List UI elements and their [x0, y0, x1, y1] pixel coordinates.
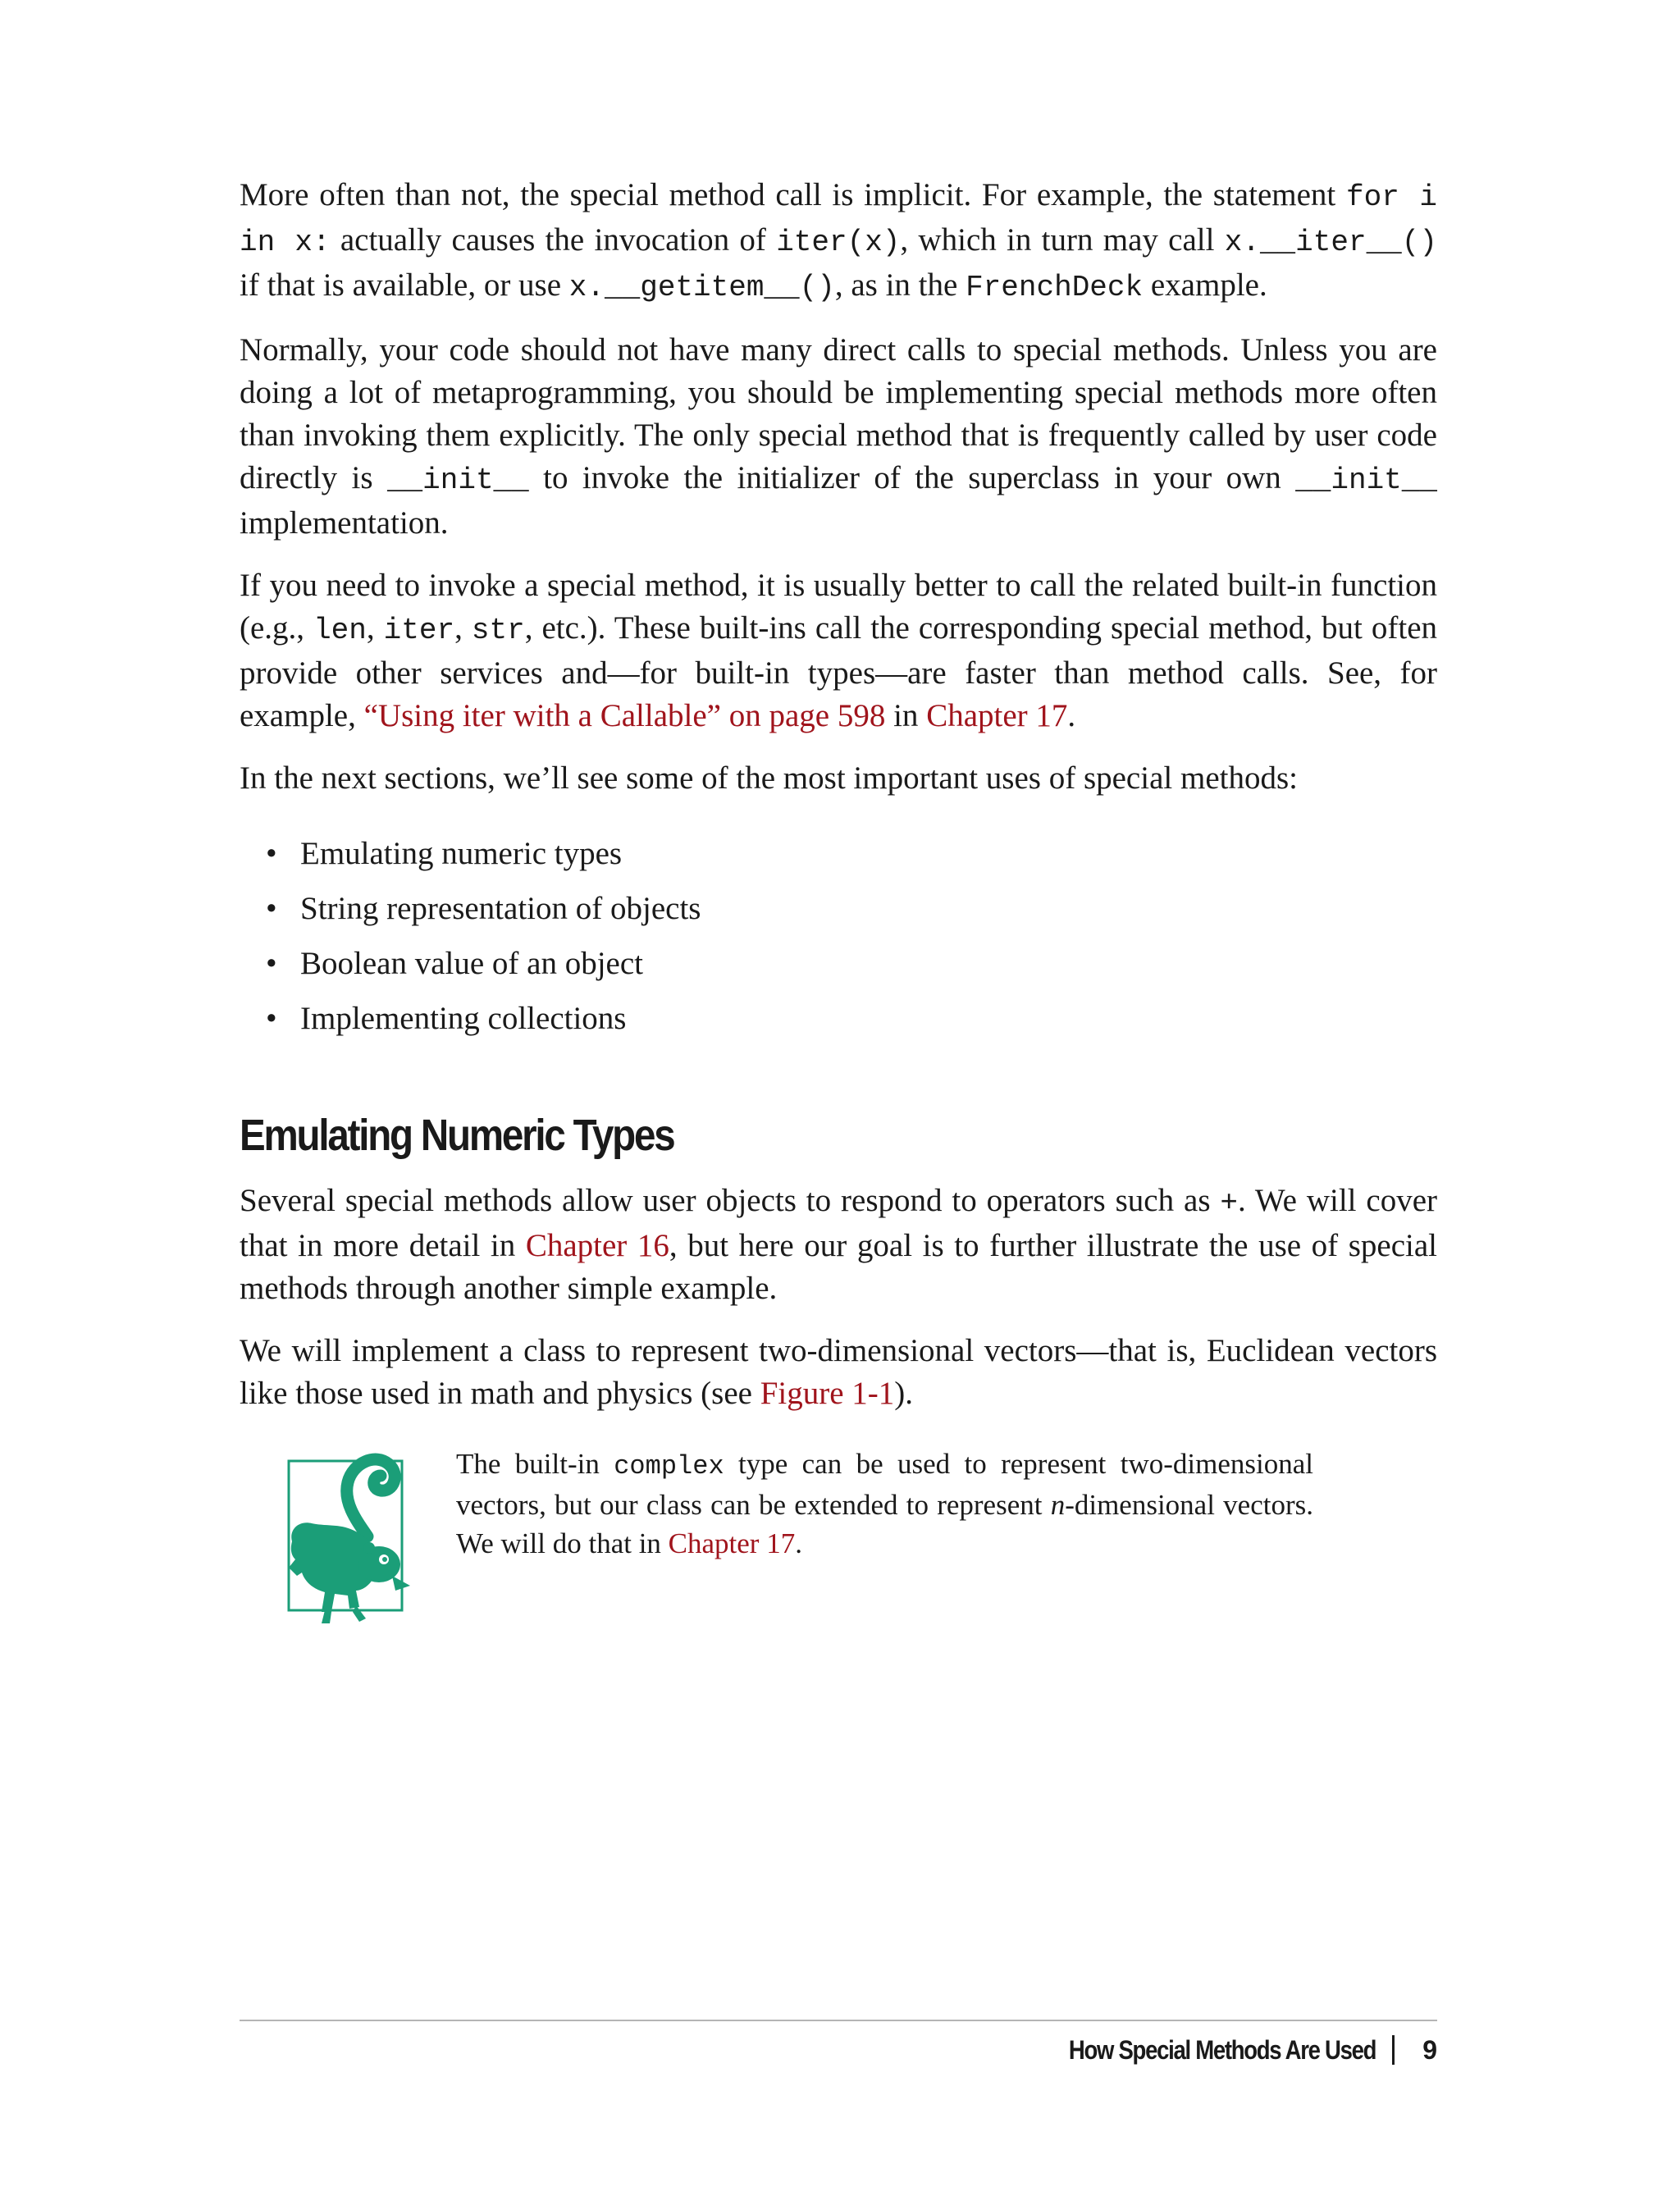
- list-item: [266, 888, 1437, 930]
- paragraph-direct-calls: [240, 329, 1437, 545]
- text-italic: n: [1050, 1489, 1066, 1521]
- text: , but here our goal is to further illustrate the use of special methods through another simple example.: [240, 1228, 1437, 1306]
- list-item-text: Implementing collections: [300, 1001, 627, 1036]
- page-footer: [1019, 2029, 1437, 2070]
- inline-code: str: [471, 614, 525, 647]
- bullet-icon: •: [266, 836, 277, 871]
- text: implementation.: [240, 505, 449, 541]
- tip-note-text: [456, 1445, 1313, 1563]
- text: , as in the: [834, 267, 966, 303]
- text: The built-in: [456, 1448, 614, 1480]
- link-chapter-17[interactable]: Chapter 17: [926, 698, 1068, 733]
- bullet-icon: •: [266, 946, 277, 981]
- list-item: [266, 943, 1437, 985]
- paragraph-operators: [240, 1180, 1437, 1310]
- text: We will implement a class to represent two-dimensional vectors—that is, Euclidean vectors like those used in math and physics (see: [240, 1333, 1437, 1411]
- page-content: [240, 174, 1437, 1641]
- link-using-iter-callable[interactable]: “Using iter with a Callable” on page 598: [363, 698, 886, 733]
- bullet-icon: •: [266, 1001, 277, 1036]
- inline-code: len: [313, 614, 367, 647]
- paragraph-next-sections: In the next sections, we’ll see some of the most important uses of special methods:: [240, 760, 1298, 796]
- paragraph-vectors: [240, 1330, 1437, 1415]
- text: ,: [454, 610, 472, 646]
- inline-code: for i in x:: [240, 180, 1437, 259]
- inline-code: iter: [383, 614, 455, 647]
- inline-code: x.__iter__(): [1224, 226, 1437, 259]
- inline-code: FrenchDeck: [966, 271, 1144, 304]
- paragraph-implicit-calls: [240, 174, 1437, 309]
- text: actually causes the invocation of: [330, 222, 777, 258]
- inline-code: __init__: [386, 463, 529, 497]
- text: -dimensional vectors. We will do that in: [456, 1489, 1313, 1559]
- inline-code: __init__: [1295, 463, 1437, 497]
- text: example.: [1143, 267, 1267, 303]
- link-chapter-16[interactable]: Chapter 16: [525, 1228, 669, 1263]
- inline-code: +: [1220, 1186, 1238, 1220]
- page-number: 9: [1422, 2034, 1437, 2065]
- text: , etc.). These built-ins call the corresponding special method, but often provide other services and—for built-in types—are faster than method calls. See, for example,: [240, 610, 1438, 733]
- list-item-text: Emulating numeric types: [300, 836, 623, 871]
- text: .: [795, 1527, 802, 1559]
- running-head: How Special Methods Are Used: [1068, 2034, 1376, 2065]
- text: in: [885, 698, 927, 733]
- footer-divider: [240, 2020, 1437, 2021]
- text: More often than not, the special method call is implicit. For example, the statement: [240, 177, 1346, 212]
- text: type can be used to represent two-dimensional vectors, but our class can be extended to represent: [456, 1448, 1313, 1521]
- text: .: [1067, 698, 1076, 733]
- list-item-text: Boolean value of an object: [300, 946, 644, 981]
- text: . We will cover that in more detail in: [240, 1183, 1437, 1263]
- text: Several special methods allow user objects to respond to operators such as: [240, 1183, 1221, 1218]
- inline-code: iter(x): [776, 226, 901, 259]
- paragraph-builtin-functions: [240, 564, 1437, 737]
- bullet-icon: •: [266, 891, 277, 926]
- list-item-text: String representation of objects: [300, 891, 701, 926]
- text: ).: [894, 1376, 914, 1411]
- link-figure-1-1[interactable]: Figure 1-1: [760, 1376, 895, 1411]
- inline-code: complex: [614, 1451, 724, 1481]
- text: if that is available, or use: [240, 267, 569, 303]
- lemur-tip-icon: [277, 1445, 418, 1633]
- tip-note: [240, 1445, 1437, 1641]
- uses-list: [266, 833, 1437, 1040]
- footer-separator: [1392, 2035, 1395, 2065]
- text: ,: [366, 610, 384, 646]
- inline-code: x.__getitem__(): [568, 271, 835, 304]
- list-item: [266, 998, 1437, 1040]
- text: , which in turn may call: [900, 222, 1225, 258]
- list-item: [266, 833, 1437, 875]
- section-heading: Emulating Numeric Types: [240, 1111, 674, 1160]
- link-chapter-17[interactable]: Chapter 17: [668, 1527, 796, 1559]
- text: Normally, your code should not have many direct calls to special methods. Unless you are doing a lot of metaprogramming, you should be implementing special methods more often than invoking them explicitly. The only special method that is frequently called by user code directly is: [240, 332, 1437, 495]
- text: to invoke the initializer of the superclass in your own: [528, 460, 1296, 495]
- text: If you need to invoke a special method, it is usually better to call the related built-in function (e.g.,: [240, 568, 1437, 646]
